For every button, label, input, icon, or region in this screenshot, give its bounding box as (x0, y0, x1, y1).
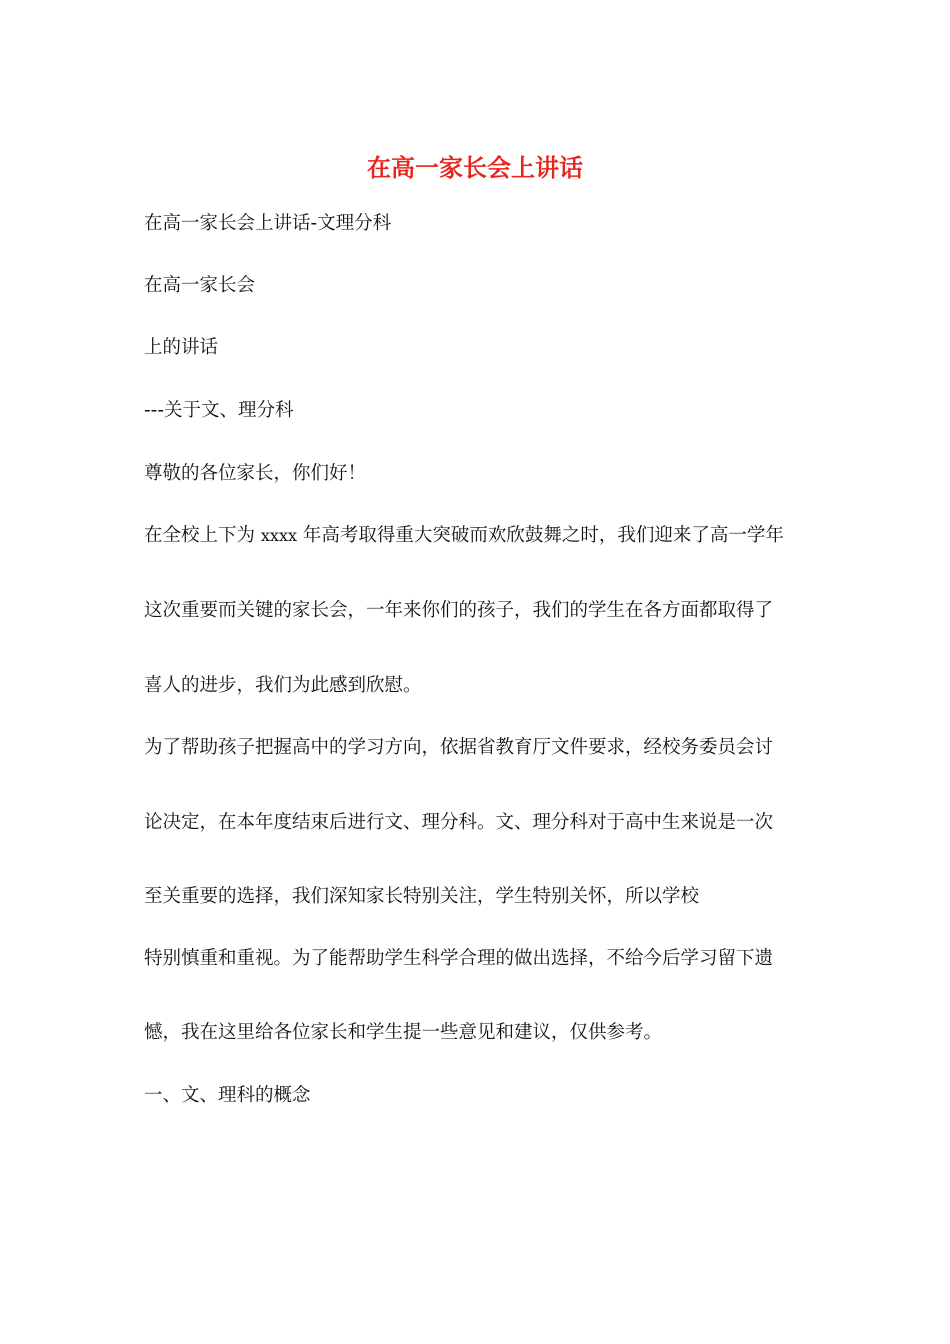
year-placeholder: xxxx (260, 526, 297, 545)
paragraph-2-line-4: 特别慎重和重视。为了能帮助学生科学合理的做出选择，不给今后学习留下遗 (144, 948, 774, 969)
paragraph-2-line-1: 为了帮助孩子把握高中的学习方向，依据省教育厅文件要求，经校务委员会讨 (144, 737, 774, 758)
paragraph-1-line-3: 喜人的进步，我们为此感到欣慰。 (144, 675, 422, 696)
paragraph-2-line-5: 憾，我在这里给各位家长和学生提一些意见和建议，仅供参考。 (144, 1022, 663, 1043)
section-heading: 一、文、理科的概念 (144, 1085, 311, 1106)
paragraph-2-line-3: 至关重要的选择，我们深知家长特别关注，学生特别关怀，所以学校 (144, 886, 700, 907)
text-segment: 在全校上下为 (144, 525, 256, 546)
paragraph-1-line-1 (144, 523, 784, 549)
greeting-line: 尊敬的各位家长，你们好！ (144, 463, 367, 484)
document-title: 在高一家长会上讲话 (367, 153, 583, 182)
paragraph-2-line-2: 论决定，在本年度结束后进行文、理分科。文、理分科对于高中生来说是一次 (144, 812, 774, 833)
heading-line-1: 在高一家长会 (144, 275, 256, 296)
heading-line-2: 上的讲话 (144, 337, 219, 358)
heading-topic-line: ---关于文、理分科 (144, 400, 294, 421)
text-segment: 年高考取得重大突破而欢欣鼓舞之时，我们迎来了高一学年 (302, 525, 784, 546)
paragraph-1-line-2: 这次重要而关键的家长会，一年来你们的孩子，我们的学生在各方面都取得了 (144, 600, 774, 621)
subtitle-line: 在高一家长会上讲话-文理分科 (144, 213, 392, 234)
